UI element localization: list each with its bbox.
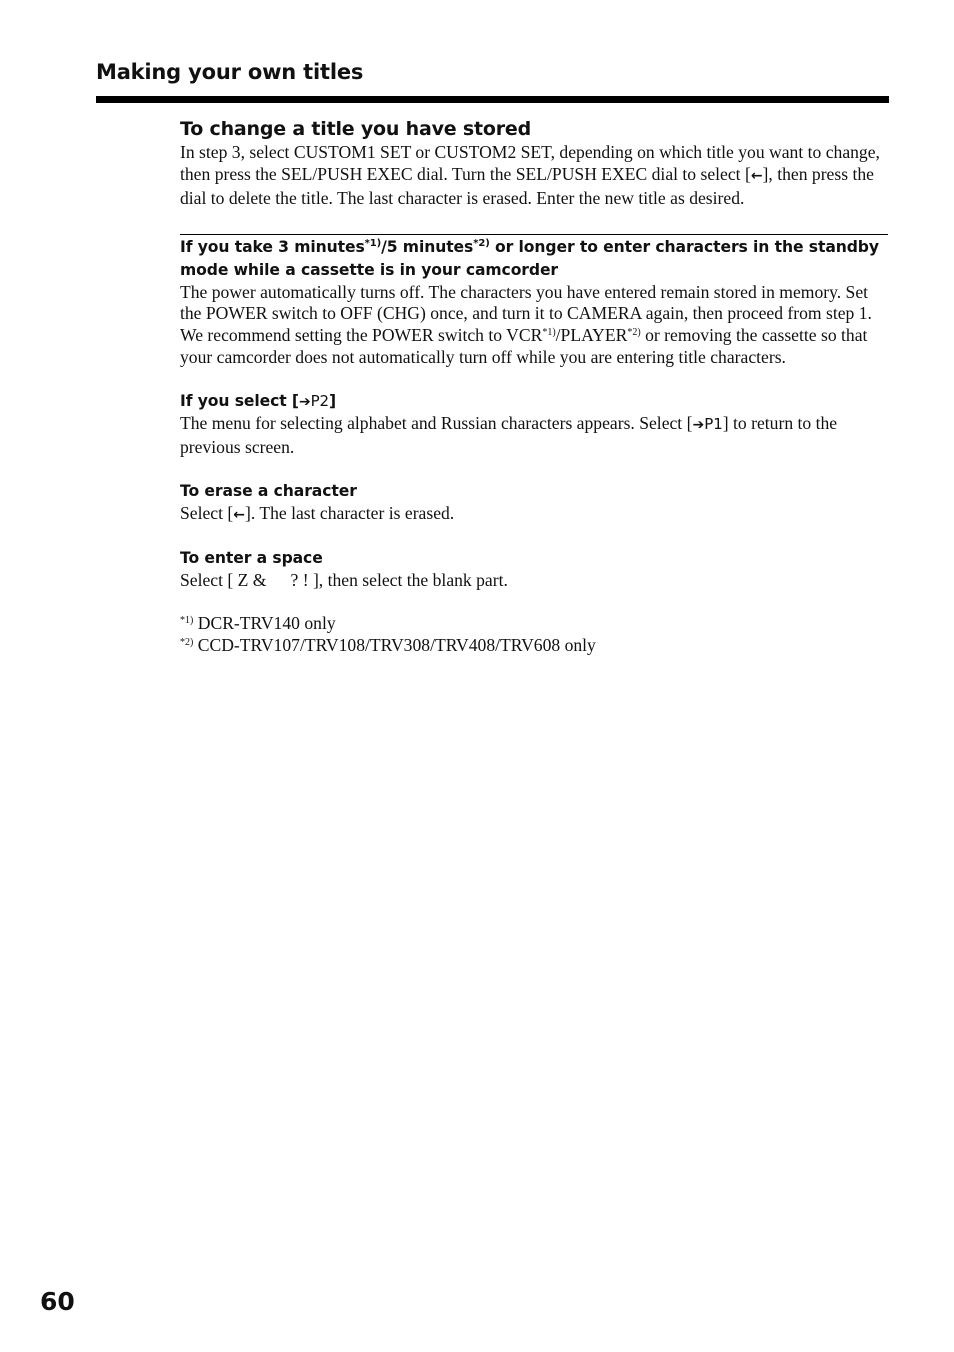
spacer	[180, 592, 888, 613]
standby-paragraph: The power automatically turns off. The characters you have entered remain stored in memory. Set the POWER switch to OFF (CHG) once, and turn it to CAMERA again, then proceed from step 1.	[180, 281, 872, 324]
change-title-heading: To change a title you have stored	[180, 118, 531, 140]
erase-paragraph	[180, 503, 888, 527]
page-number: 60	[40, 1287, 75, 1316]
page-content	[180, 116, 888, 656]
erase-text: ]. The last character is erased.	[244, 502, 455, 523]
standby-heading-part: If you take 3 minutes	[180, 238, 365, 257]
standby-recommend-paragraph	[180, 325, 888, 369]
standby-heading-part: /5 minutes	[381, 238, 474, 257]
footnote-mark: *1)	[180, 614, 194, 626]
right-arrow-icon: ➔	[692, 417, 705, 434]
spacer	[180, 459, 888, 480]
standby-heading	[180, 236, 888, 281]
space-text: Select [ Z &	[180, 569, 267, 590]
recommend-text: We recommend setting the POWER switch to VCR	[180, 325, 543, 346]
select-p2-paragraph	[180, 413, 888, 459]
footnote-mark: *1)	[364, 238, 382, 250]
select-p2-heading-text: ]	[329, 391, 337, 410]
erase-heading: To erase a character	[180, 481, 357, 500]
spacer	[180, 526, 888, 547]
footnote-2	[180, 635, 888, 657]
space-heading: To enter a space	[180, 549, 323, 568]
footnote-text: CCD-TRV107/TRV108/TRV308/TRV408/TRV608 only	[197, 634, 596, 655]
select-p2-heading-text: If you select [	[180, 391, 299, 410]
page-p2-label: P2	[310, 391, 329, 410]
page-p1-label: P1	[704, 415, 723, 434]
change-title-text-2: ], then press the dial to delete the title. The last character is erased. Enter the new title as desired.	[180, 163, 874, 208]
select-p2-text: ] to return to the previous screen.	[180, 413, 838, 458]
footnote-mark: *2)	[627, 327, 641, 339]
section-title: Making your own titles	[96, 60, 364, 84]
footnote-mark: *1)	[542, 327, 556, 339]
spacer	[180, 369, 888, 390]
change-title-text-1: In step 3, select CUSTOM1 SET or CUSTOM2 SET, depending on which title you want to change, then press the SEL/PUSH EXEC dial. Turn the SEL/PUSH EXEC dial to select [	[180, 142, 880, 184]
subsection-rule	[180, 234, 888, 235]
erase-text: Select [	[180, 502, 234, 523]
footnote-mark: *2)	[180, 636, 194, 648]
right-arrow-icon: ➔	[298, 393, 311, 410]
space-paragraph	[180, 570, 888, 592]
select-p2-heading	[180, 390, 888, 414]
back-arrow-icon: ←	[233, 506, 245, 523]
footnote-mark: *2)	[473, 238, 490, 250]
select-p2-text: The menu for selecting alphabet and Russian characters appears. Select [	[180, 413, 693, 434]
recommend-text: or removing the cassette so that your camcorder does not automatically turn off while you are entering title characters.	[180, 325, 868, 367]
standby-heading-part: or longer to enter characters in the standby mode while a cassette is in your camcorder	[180, 238, 879, 279]
back-arrow-icon: ←	[750, 167, 763, 184]
change-title-paragraph	[180, 142, 888, 209]
footnote-text: DCR-TRV140 only	[197, 612, 336, 633]
footnote-1	[180, 613, 888, 635]
section-rule	[96, 96, 889, 103]
recommend-text: /PLAYER	[555, 325, 628, 346]
space-text: ? ! ], then select the blank part.	[290, 569, 508, 590]
